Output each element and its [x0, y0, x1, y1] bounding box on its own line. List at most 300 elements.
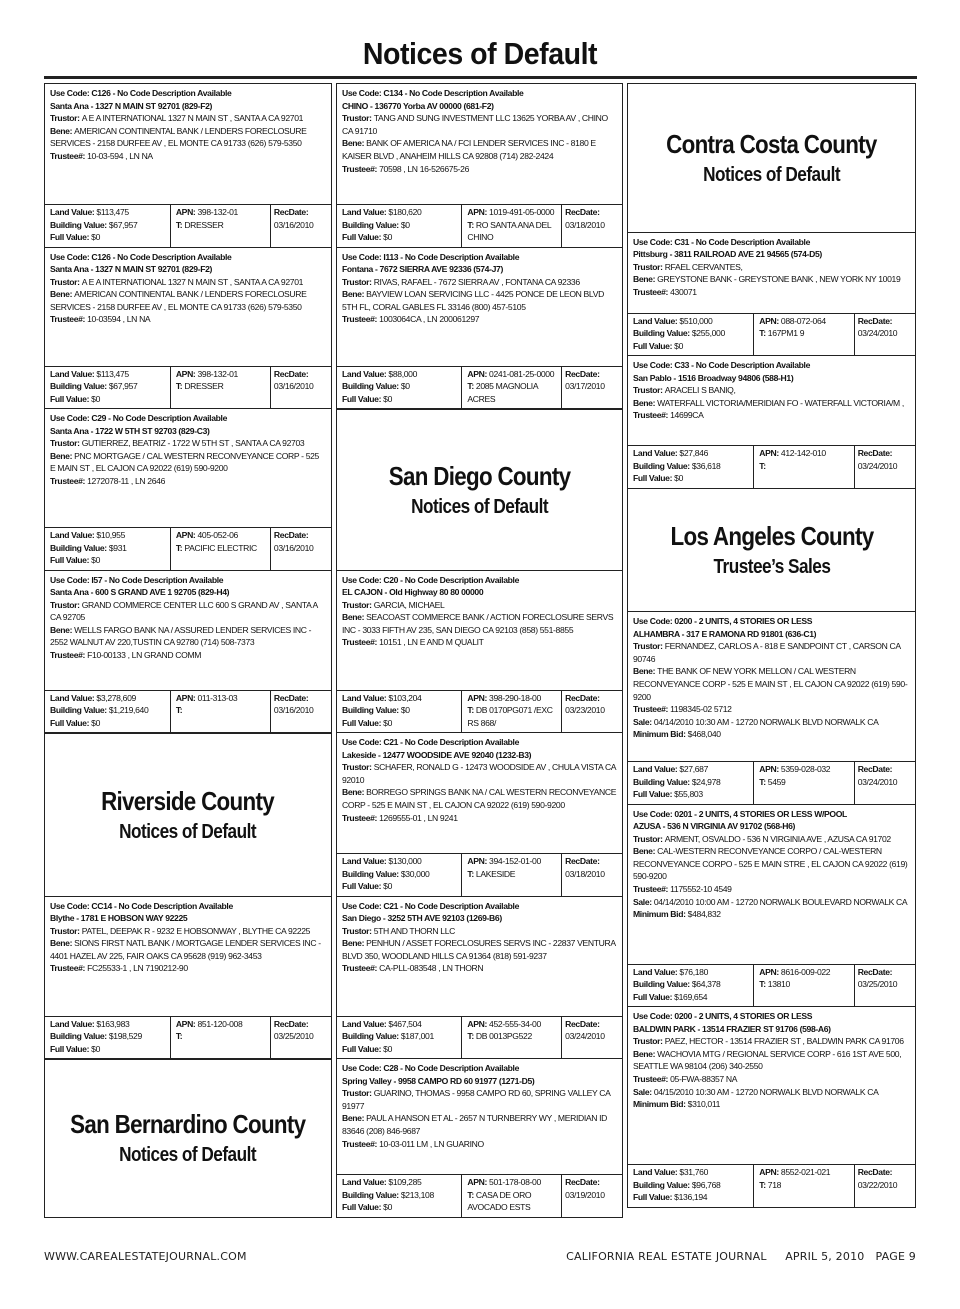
- full-value-line: [633, 1191, 753, 1204]
- building-value-line: [633, 327, 753, 340]
- county-title: Los Angeles County: [670, 521, 873, 551]
- apn-cell: [754, 314, 854, 356]
- tract-label: T:: [467, 381, 476, 392]
- notice-line-label: Use Code: 0200 - 2 UNITS, 4 STORIES OR LESS: [633, 1011, 813, 1021]
- notice-line: [50, 900, 326, 913]
- notice-listing: [336, 570, 623, 734]
- apn-label: APN:: [175, 1018, 198, 1029]
- full-value-value: $0: [91, 1043, 101, 1054]
- county-banner: [336, 408, 623, 571]
- notice-line-label: Trustor:: [50, 438, 82, 449]
- building-value-value: $67,957: [108, 219, 138, 230]
- tract-line: [467, 380, 561, 405]
- full-value-label: Full Value:: [633, 340, 675, 351]
- recdate-value: 03/16/2010: [273, 381, 314, 392]
- notice-listing: [627, 611, 916, 805]
- full-value-line: [342, 880, 461, 893]
- notice-line-label: Trustee#:: [342, 812, 380, 823]
- apn-label: APN:: [759, 448, 781, 458]
- notice-line: [50, 263, 326, 276]
- notice-line: [342, 937, 617, 962]
- apn-label: APN:: [759, 315, 781, 326]
- tract-value: PACIFIC ELECTRIC: [184, 542, 257, 553]
- building-value-label: Building Value:: [342, 868, 401, 879]
- land-value-value: $113,475: [96, 368, 129, 379]
- notice-line: [633, 248, 910, 261]
- notice-line-label: Trustor:: [342, 599, 374, 610]
- property-values-row: [45, 690, 331, 733]
- tract-label: T:: [175, 542, 185, 553]
- notice-line: [50, 586, 326, 599]
- property-values-row: [45, 204, 331, 247]
- land-value-line: [342, 206, 461, 219]
- notice-line-label: Trustee#:: [342, 1138, 380, 1149]
- recdate-cell: [855, 446, 915, 488]
- apn-line: [467, 855, 561, 868]
- notice-line: [633, 628, 910, 641]
- apn-line: [759, 763, 853, 776]
- notice-line-label: Trustor:: [633, 261, 665, 272]
- notice-details: [628, 356, 915, 422]
- notice-line-label: Use Code: C31 - No Code Description Available: [633, 236, 811, 247]
- notice-listing: [336, 83, 623, 248]
- notice-line-value: RFAEL CERVANTES,: [664, 261, 743, 272]
- notice-line: [342, 263, 617, 276]
- land-value-label: Land Value:: [50, 530, 97, 540]
- county-title: San Diego County: [388, 460, 571, 491]
- apn-cell: [754, 965, 854, 1007]
- full-value-line: [342, 231, 461, 244]
- values-cell: [45, 1017, 171, 1059]
- notice-line: [633, 716, 910, 729]
- building-value-line: [633, 1179, 753, 1192]
- notice-line-label: Lakeside - 12477 WOODSIDE AVE 92040 (1232-B3): [342, 749, 532, 760]
- notice-line: [633, 384, 910, 397]
- tract-value: DB 0013PG522: [475, 1031, 532, 1042]
- apn-value: 011-313-03: [197, 692, 238, 703]
- full-value-label: Full Value:: [342, 717, 384, 728]
- notice-line-label: Bene:: [50, 624, 75, 635]
- notice-line: [633, 236, 910, 249]
- tract-value: DRESSER: [184, 219, 224, 230]
- full-value-line: [50, 554, 170, 567]
- full-value-value: $0: [383, 1202, 393, 1213]
- full-value-line: [342, 717, 461, 730]
- footer-website: WWW.CAREALESTATEJOURNAL.COM: [44, 1250, 247, 1263]
- notice-line: [50, 475, 326, 488]
- notice-line: [50, 912, 326, 925]
- notice-line-label: Santa Ana - 1722 W 5TH ST 92703 (829-C3): [50, 425, 210, 436]
- values-cell: [337, 1175, 462, 1217]
- tract-line: [467, 704, 561, 729]
- notice-listing: [44, 247, 332, 410]
- tract-value: RO SANTA ANA DEL CHINO: [467, 219, 552, 243]
- apn-value: 398-132-01: [197, 207, 238, 217]
- notice-details: [628, 805, 915, 921]
- land-value-line: [50, 1018, 170, 1031]
- full-value-value: $0: [674, 340, 684, 351]
- notice-line-label: Use Code: CC14 - No Code Description Available: [50, 900, 233, 911]
- full-value-label: Full Value:: [50, 717, 92, 728]
- tract-label: T:: [467, 705, 476, 716]
- apn-cell: [171, 691, 271, 733]
- land-value-value: $109,285: [388, 1177, 422, 1187]
- notice-line: [342, 1075, 617, 1088]
- notice-listing: [44, 408, 332, 571]
- notice-details: [45, 248, 331, 327]
- recdate-line: [858, 315, 915, 328]
- notice-line-label: ALHAMBRA - 317 E RAMONA RD 91801 (636-C1): [633, 628, 817, 639]
- recdate-label: RecDate:: [857, 1167, 893, 1177]
- notice-line: [50, 937, 326, 962]
- notice-line: [50, 100, 326, 113]
- recdate-value: 03/25/2010: [857, 979, 898, 990]
- land-value-line: [50, 368, 170, 381]
- notice-line-value: CAL-WESTERN RECONVEYANCE CORPO / CAL-WESTERN RECONVEYANCE CORPO - 525 E MAIN STRE , EL CAJON CA 92022 (619) 590-9200: [633, 846, 908, 882]
- building-value-value: $0: [400, 381, 410, 392]
- property-values-row: [628, 445, 915, 488]
- full-value-label: Full Value:: [633, 473, 675, 484]
- notice-listing: [336, 732, 623, 897]
- recdate-label: RecDate:: [857, 448, 893, 458]
- recdate-cell: [855, 965, 915, 1007]
- tract-value: 13810: [767, 979, 790, 990]
- notice-line: [633, 808, 910, 821]
- notice-line-label: Use Code: C134 - No Code Description Available: [342, 88, 524, 98]
- building-value-label: Building Value:: [50, 705, 109, 716]
- notice-line: [342, 611, 617, 636]
- notice-listing: [44, 83, 332, 248]
- notice-line-value: 5TH AND THORN LLC: [373, 925, 455, 936]
- notice-line: [342, 251, 617, 264]
- recdate-cell: [855, 762, 915, 804]
- footer-publication-date-page: CALIFORNIA REAL ESTATE JOURNAL APRIL 5, 2010 PAGE 9: [566, 1250, 916, 1263]
- notice-line-label: Bene:: [342, 289, 367, 300]
- notice-line-value: SEACOAST COMMERCE BANK / ACTION FORECLOSURE SERVS INC - 3033 FIFTH AV 235, SAN DIEGO CA 92103 (858) 551-8855: [342, 612, 614, 635]
- notice-line-label: Trustee#:: [633, 286, 671, 297]
- notice-line-label: Trustee#:: [342, 637, 380, 648]
- county-banner: [627, 488, 916, 613]
- notice-line: [50, 288, 326, 313]
- land-value-line: [633, 1166, 753, 1179]
- building-value-line: [50, 1030, 170, 1043]
- notice-line: [50, 251, 326, 264]
- building-value-label: Building Value:: [50, 542, 109, 553]
- property-values-row: [337, 1174, 622, 1217]
- land-value-label: Land Value:: [633, 315, 680, 326]
- notice-line-label: Santa Ana - 600 S GRAND AVE 1 92705 (829-H4): [50, 587, 230, 598]
- county-title: San Bernardino County: [70, 1109, 306, 1139]
- notice-line-label: Pittsburg - 3811 RAILROAD AVE 21 94565 (574-D5): [633, 249, 822, 260]
- notice-line-label: Trustor:: [50, 599, 82, 610]
- property-values-row: [337, 1016, 622, 1059]
- recdate-line: [565, 368, 622, 381]
- recdate-cell: [271, 528, 331, 570]
- land-value-line: [342, 1018, 461, 1031]
- apn-label: APN:: [467, 207, 490, 217]
- notice-line-label: Use Code: I57 - No Code Description Available: [50, 574, 224, 585]
- full-value-label: Full Value:: [50, 555, 92, 566]
- notice-line: [50, 962, 326, 975]
- tract-label: T:: [759, 979, 768, 990]
- building-value-label: Building Value:: [633, 328, 692, 339]
- apn-value: 412-142-010: [780, 448, 826, 458]
- apn-cell: [462, 1175, 562, 1217]
- notice-line-label: Trustor:: [633, 833, 665, 844]
- property-values-row: [628, 313, 915, 356]
- notice-line-value: 1175552-10 4549: [670, 884, 732, 895]
- building-value-line: [50, 380, 170, 393]
- notice-line: [633, 615, 910, 628]
- recdate-cell: [562, 854, 622, 896]
- building-value-line: [342, 1030, 461, 1043]
- notice-line: [50, 125, 326, 150]
- notice-line: [633, 665, 910, 703]
- notice-line: [633, 728, 910, 741]
- apn-label: APN:: [467, 1018, 490, 1029]
- notice-line: [50, 649, 326, 662]
- recdate-cell: [562, 691, 622, 733]
- land-value-line: [50, 529, 170, 542]
- notice-line: [633, 409, 910, 422]
- land-value-line: [342, 855, 461, 868]
- apn-line: [176, 368, 270, 381]
- apn-line: [467, 1018, 561, 1031]
- notice-line: [342, 1062, 617, 1075]
- full-value-label: Full Value:: [50, 393, 92, 404]
- apn-label: APN:: [175, 692, 198, 703]
- recdate-line: [274, 692, 331, 705]
- full-value-line: [342, 1201, 461, 1214]
- property-values-row: [628, 964, 915, 1007]
- notice-line-label: EL CAJON - Old Highway 80 80 00000: [342, 587, 484, 598]
- land-value-line: [50, 692, 170, 705]
- apn-cell: [462, 367, 562, 409]
- notice-line: [50, 437, 326, 450]
- land-value-label: Land Value:: [633, 1167, 680, 1177]
- notice-line-label: Trustee#:: [342, 314, 380, 325]
- apn-cell: [754, 762, 854, 804]
- full-value-line: [633, 472, 753, 485]
- notice-line: [342, 163, 617, 176]
- property-values-row: [337, 366, 622, 409]
- recdate-cell: [562, 205, 622, 247]
- land-value-label: Land Value:: [50, 692, 97, 703]
- recdate-line: [274, 368, 331, 381]
- recdate-line: [565, 692, 622, 705]
- apn-cell: [171, 205, 271, 247]
- full-value-label: Full Value:: [633, 991, 675, 1002]
- notice-line-value: 10-03594 , LN NA: [87, 314, 151, 325]
- notice-details: [337, 1059, 622, 1150]
- tract-line: [467, 868, 561, 881]
- notice-line: [633, 1023, 910, 1036]
- county-subtitle: Notices of Default: [119, 820, 257, 843]
- full-value-label: Full Value:: [342, 1043, 384, 1054]
- recdate-value: 03/24/2010: [565, 1031, 605, 1042]
- recdate-line: [858, 447, 915, 460]
- apn-line: [467, 692, 561, 705]
- notice-line-label: Trustor:: [342, 113, 374, 124]
- recdate-label: RecDate:: [565, 692, 600, 703]
- property-values-row: [337, 204, 622, 247]
- notice-line-value: PATEL, DEEPAK R - 9232 E HOBSONWAY , BLYTHE CA 92225: [81, 925, 311, 936]
- full-value-value: $0: [91, 555, 101, 566]
- apn-label: APN:: [467, 856, 490, 866]
- building-value-label: Building Value:: [342, 1189, 401, 1200]
- building-value-line: [342, 704, 461, 717]
- tract-label: T:: [467, 219, 476, 230]
- notice-line: [633, 845, 910, 883]
- recdate-value: 03/25/2010: [273, 1031, 314, 1042]
- tract-line: [467, 1189, 561, 1214]
- recdate-value: 03/16/2010: [273, 219, 314, 230]
- tract-line: [467, 1030, 561, 1043]
- notice-line: [342, 925, 617, 938]
- notice-line-value: GARCIA, MICHAEL: [373, 599, 445, 610]
- notice-line-label: Bene:: [342, 938, 367, 949]
- notice-line-label: Sale:: [633, 1086, 654, 1097]
- property-values-row: [337, 690, 622, 733]
- notice-line-value: GREYSTONE BANK - GREYSTONE BANK , NEW YORK NY 10019: [657, 274, 901, 285]
- full-value-label: Full Value:: [50, 232, 92, 243]
- values-cell: [337, 1017, 462, 1059]
- notice-line-label: Trustor:: [342, 762, 374, 773]
- full-value-line: [342, 1043, 461, 1056]
- notice-line: [342, 574, 617, 587]
- building-value-line: [50, 704, 170, 717]
- notice-line: [633, 883, 910, 896]
- land-value-value: $27,846: [679, 448, 709, 458]
- land-value-value: $27,687: [679, 764, 709, 774]
- notice-line-value: 04/14/2010 10:30 AM - 12720 NORWALK BLVD NORWALK CA: [653, 716, 879, 727]
- notice-line: [342, 313, 617, 326]
- notice-listing: [44, 570, 332, 734]
- values-cell: [45, 205, 171, 247]
- notice-line: [633, 833, 910, 846]
- notice-line: [633, 397, 910, 410]
- notice-details: [337, 84, 622, 175]
- notice-line-label: Trustee#:: [342, 163, 380, 174]
- apn-cell: [171, 528, 271, 570]
- building-value-line: [342, 868, 461, 881]
- tract-label: T:: [759, 1179, 768, 1190]
- notice-line: [633, 273, 910, 286]
- recdate-label: RecDate:: [273, 207, 309, 217]
- notice-line-value: PAUL A HANSON ET AL - 2657 N TURNBERRY WY , MERIDIAN ID 83646 (208) 846-9687: [342, 1113, 608, 1136]
- notice-line-value: WACHOVIA MTG / REGIONAL SERVICE CORP - 616 1ST AVE 500, SEATTLE WA 98104 (206) 340-2550: [633, 1048, 902, 1072]
- land-value-label: Land Value:: [50, 368, 97, 379]
- land-value-value: $163,983: [96, 1018, 130, 1029]
- notice-details: [45, 84, 331, 163]
- notice-line-label: Minimum Bid:: [633, 729, 688, 740]
- notice-line-label: Bene:: [50, 289, 75, 300]
- building-value-line: [342, 219, 461, 232]
- apn-label: APN:: [467, 692, 490, 703]
- recdate-value: 03/24/2010: [857, 776, 898, 787]
- notice-line-value: GRAND COMMERCE CENTER LLC 600 S GRAND AV , SANTA A CA 92705: [50, 599, 318, 623]
- notice-line: [633, 1098, 910, 1111]
- land-value-line: [633, 763, 753, 776]
- recdate-label: RecDate:: [273, 692, 309, 703]
- full-value-label: Full Value:: [342, 881, 384, 892]
- values-cell: [628, 314, 754, 356]
- notice-line-label: Use Code: C21 - No Code Description Available: [342, 900, 520, 911]
- page-title: Notices of Default: [362, 36, 598, 71]
- land-value-value: $31,760: [679, 1167, 709, 1177]
- land-value-line: [633, 966, 753, 979]
- county-title: Contra Costa County: [666, 129, 877, 159]
- notice-line-value: SIONS FIRST NATL BANK / MORTGAGE LENDER SERVICES INC - 4401 HAZEL AV 225, FAIR OAKS CA 95628 (919) 962-3453: [50, 938, 321, 961]
- recdate-label: RecDate:: [857, 315, 893, 326]
- apn-cell: [754, 446, 854, 488]
- apn-value: 452-555-34-00: [489, 1018, 541, 1029]
- notice-line-label: CHINO - 136770 Yorba AV 00000 (681-F2): [342, 100, 494, 111]
- full-value-line: [342, 393, 461, 406]
- full-value-value: $0: [383, 393, 393, 404]
- notice-line: [342, 736, 617, 749]
- building-value-line: [342, 1189, 461, 1202]
- land-value-value: $88,000: [388, 368, 418, 379]
- recdate-value: 03/18/2010: [565, 868, 605, 879]
- notice-line: [342, 749, 617, 762]
- values-cell: [337, 205, 462, 247]
- full-value-value: $0: [91, 393, 101, 404]
- land-value-label: Land Value:: [342, 207, 389, 217]
- notice-line-value: $484,832: [687, 909, 721, 920]
- notice-line-label: San Pablo - 1516 Broadway 94806 (588-H1): [633, 372, 794, 383]
- apn-label: APN:: [175, 207, 198, 217]
- notice-line-label: Trustor:: [342, 925, 374, 936]
- property-values-row: [45, 527, 331, 570]
- land-value-line: [342, 692, 461, 705]
- notice-line-label: Spring Valley - 9958 CAMPO RD 60 91977 (1271-D5): [342, 1075, 535, 1086]
- tract-value: LAKESIDE: [475, 868, 516, 879]
- full-value-value: $0: [91, 717, 101, 728]
- building-value-label: Building Value:: [633, 460, 692, 471]
- notice-line-label: Bene:: [633, 846, 658, 857]
- land-value-value: $510,000: [679, 315, 713, 326]
- apn-line: [176, 1018, 270, 1031]
- notice-line: [50, 599, 326, 624]
- land-value-value: $113,475: [96, 207, 129, 217]
- notice-line-value: FERNANDEZ, CARLOS A - 818 E SANDPOINT CT , CARSON CA 90746: [633, 641, 901, 664]
- notice-line-value: 1198345-02 5712: [670, 704, 732, 715]
- tract-label: T:: [467, 1031, 476, 1042]
- notice-line: [342, 962, 617, 975]
- notice-line: [50, 276, 326, 289]
- notice-listing: [336, 247, 623, 410]
- tract-value: DRESSER: [184, 381, 224, 392]
- notice-line: [633, 1010, 910, 1023]
- property-values-row: [628, 761, 915, 804]
- notice-line-value: F10-00133 , LN GRAND COMM: [87, 650, 202, 661]
- recdate-label: RecDate:: [857, 764, 893, 774]
- apn-label: APN:: [175, 368, 198, 379]
- apn-value: 088-072-064: [780, 315, 826, 326]
- notice-line: [342, 276, 617, 289]
- apn-line: [759, 315, 853, 328]
- notice-line: [342, 1087, 617, 1112]
- notice-line-value: WATERFALL VICTORIA/MERIDIAN FO - WATERFALL VICTORIA/M ,: [657, 397, 904, 408]
- notice-line: [342, 1112, 617, 1137]
- notice-line-label: Santa Ana - 1327 N MAIN ST 92701 (829-F2): [50, 264, 213, 275]
- notice-line-value: A E A INTERNATIONAL 1327 N MAIN ST , SANTA A CA 92701: [81, 113, 304, 124]
- notice-line-label: Minimum Bid:: [633, 1099, 688, 1110]
- recdate-line: [274, 1018, 331, 1031]
- recdate-label: RecDate:: [273, 1018, 309, 1029]
- notice-line-label: AZUSA - 536 N VIRGINIA AV 91702 (568-H6): [633, 821, 796, 832]
